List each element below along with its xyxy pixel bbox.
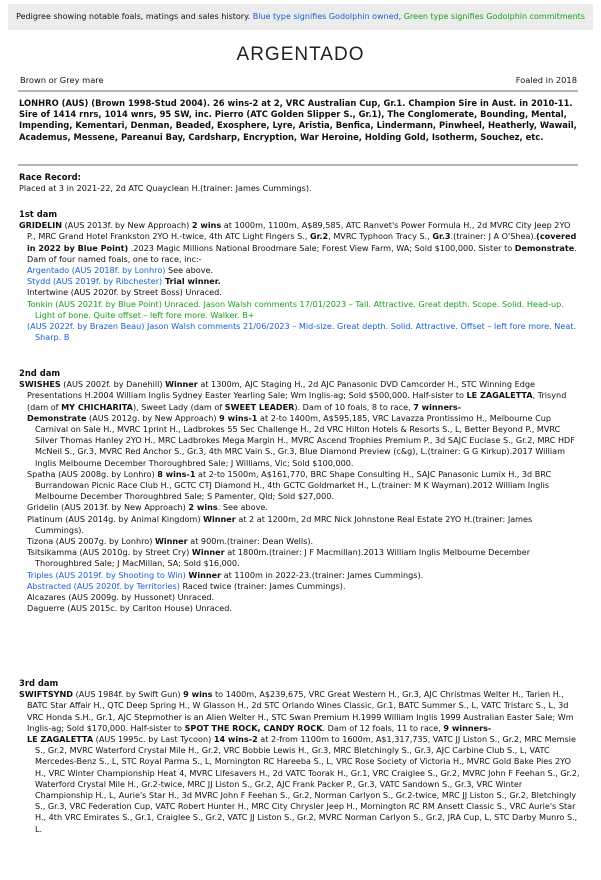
- third-dam-heading: 3rd dam: [19, 678, 59, 688]
- foal-entry: Gridelin (AUS 2013f. by New Approach) 2 wins. See above.: [27, 502, 268, 513]
- sire-paragraph: LONHRO (AUS) (Brown 1998-Stud 2004). 26 wins-2 at 2, VRC Australian Cup, Gr.1. Champion Sire in Aust. in 2010-11. Sire of 1414 rnrs, 1014 wnrs, 95 SW, inc. Pierro (ATC Golden Slipper S., Gr.1), The Conglomerate, Bounding, Mental, Impending, Kementari, Denman, Beaded, Exosphere, Lyre, Aristia, Benfica, Lindermann, Pinwheel, Heatherly, Wawail, Academus, Messene, Pareanui Bay, Cardsharp, Encryption, War Heroine, Holding Gold, Isotherm, Souchez, etc.: [19, 98, 577, 142]
- foal-entry: Tonkin (AUS 2021f. by Blue Point) Unraced. Jason Walsh comments 17/01/2023 – Tall. Attractive. Great depth. Scope. Solid. Head-up. Light of bone. Quite offset – left fore more. Walker. B+: [27, 298, 564, 320]
- foal-entry: (AUS 2022f. by Brazen Beau) Jason Walsh comments 21/06/2023 – Mid-size. Great depth. Solid. Attractive. Offset – left fore more. Neat. Sharp. B: [27, 321, 577, 343]
- legend-blue-note: Blue type signifies Godolphin owned,: [252, 12, 402, 21]
- foal-entry: Alcazares (AUS 2009g. by Hussonet) Unraced.: [27, 592, 215, 603]
- foal-entry: Spatha (AUS 2008g. by Lonhro) 8 wins-1 at 2-to 1500m, A$161,770, BRC Shape Consulting H., SAJC Panasonic Lumix H., 3d BRC Burrandowan Picnic Race Club H., GCTC CTJ Diamond H., 4th GCTC Goldmarket H., L.(trainer: M K Wayman).2012 William Inglis Melbourne December Thoroughbred Sale; S Pamenter, Qld; Sold $27,000.: [27, 468, 552, 502]
- foal-entry: LE ZAGALETTA (AUS 1995c. by Last Tycoon) 14 wins-2 at 2-from 1100m to 1600m, A$1,317,735, VATC JJ Liston S., Gr.2, MRC Memsie S., Gr.2, MVRC Waterford Crystal Mile H., Gr.2, VRC Bobbie Lewis H., Gr.3, MRC Bletchingly S., Gr.3, AJC Carbine Club S., L, VATC Mercedes-Benz S., L, STC Royal Parma S., L, Mornington RC Hareeba S., L, VRC Rose Society of Victoria H., MVRC Gold Bake Pies 2YO H., VRC Winter Championship Heat 4, MVRC Lifesavers H., 2d VATC Toorak H., Gr.1, VRC Craiglee S., Gr.2, MVRC John F Feehan S., Gr.2, Waterford Crystal Mile H., Gr.2-twice, MRC JJ Liston S., Gr.2, AJC Frank Packer P., Gr.3, VATC Sandown S., Gr.3, VRC Winter Championship H., L, Aurie's Star H., 3d MVRC John F Feehan S., Gr.2, Norman Carlyon S., Gr.2-twice, MRC JJ Liston S., Gr.2, Bletchingly S., Gr.3, VRC Federation Cup, VATC Robert Hunter H., MRC City Chrysler Jeep H., Mornington RC RM Ansett Classic S., VRC Aurie's Star H., 4th VRC Emirates S., Gr.1, Craiglee S., Gr.2, VATC JJ Liston S., Gr.2, MVRC Norman Carlyon S., Gr.2, JRA Cup, L, STC Darby Munro S., L.: [27, 734, 580, 834]
- first-dam-section: [19, 209, 581, 343]
- divider-top: [18, 90, 578, 92]
- first-dam-heading: 1st dam: [19, 209, 58, 219]
- second-dam-section: [19, 368, 581, 614]
- foal-entry: Tsitsikamma (AUS 2010g. by Street Cry) Winner at 1800m.(trainer: J F Macmillan).2013 William Inglis Melbourne December Thoroughbred Sale; J MacMillan, SA; Sold $16,000.: [27, 547, 531, 569]
- foal-entry: Daguerre (AUS 2015c. by Carlton House) Unraced.: [27, 603, 232, 614]
- foal-entry: Platinum (AUS 2014g. by Animal Kingdom) Winner at 2 at 1200m, 2d MRC Nick Johnstone Real Estate 2YO H.(trainer: James Cummings).: [27, 513, 533, 535]
- first-dam-entry: GRIDELIN (AUS 2013f. by New Approach) 2 wins at 1000m, 1100m, A$89,585, ATC Ranvet's Power Formula H., 2d MVRC City Jeep 2YO P., MRC Grand Hotel Frankston 2YO H.-twice, 4th ATC Light Fingers S., Gr.2, MVRC Typhoon Tracy S., Gr.3.(trainer: J A O'Shea).(covered in 2022 by Blue Point) .2023 Magic Millions National Broodmare Sale; Forest View Farm, WA; Sold $100,000. Sister to Demonstrate. Dam of four named foals, one to race, inc:-: [19, 220, 577, 264]
- foal-entry: Abstracted (AUS 2020f. by Territories) Raced twice (trainer: James Cummings).: [27, 580, 346, 591]
- second-dam-heading: 2nd dam: [19, 368, 61, 378]
- race-record-text: Placed at 3 in 2021-22, 2d ATC Quayclean H.(trainer: James Cummings).: [19, 183, 312, 194]
- horse-name: ARGENTADO: [236, 44, 365, 65]
- horse-description: Brown or Grey mare: [20, 75, 104, 85]
- foal-entry: Demonstrate (AUS 2012g. by New Approach) 9 wins-1 at 2-to 1400m, A$595,185, VRC Lavazza Prontissimo H., Melbourne Cup Carnival on Sale H., MVRC 1print H., Ladbrokes 55 Sec Challenge H., 2d VRC Hilton Hotels & Resorts S., L, Better Beyond P., MVRC Silver Thomas Hanley 2YO H., MRC Ladbrokes Mega Margin H., MVRC Ascend Trophies Premium P., 3d SAJC Euclase S., Gr.2, MRC HDF McNeil S., Gr.3, MVRC Red Anchor S., Gr.3, 4th MRC Vain S., Gr.3, Blue Diamond Preview (c&g), L.(trainer: G G Kirkup).2017 William Inglis Melbourne December Thoroughbred Sale; J Williams, Vic; Sold $100,000.: [27, 412, 575, 468]
- foal-entry: Intertwine (AUS 2020f. by Street Boss) Unraced.: [27, 287, 222, 298]
- divider-sire: [18, 164, 578, 166]
- race-record-heading: Race Record:: [19, 172, 81, 182]
- foal-entry: Stydd (AUS 2019f. by Ribchester) Trial winner.: [27, 276, 221, 287]
- third-dam-entry: SWIFTSYND (AUS 1984f. by Swift Gun) 9 wins to 1400m, A$239,675, VRC Great Western H., Gr.3, AJC Christmas Welter H., Tarien H., BATC Star Affair H., QTC Deep Spring H., W Glasson H., 2d STC Orlando Wines Classic, Gr.1, BATC Summer S., L, VATC Tristarc S., L, 3d VRC Honda S.H., Gr.1, AJC Stepmother is an Alien Welter H., STC Swan Premium H.1999 William Inglis 1999 Australian Easter Sale; Wm Inglis-ag; Sold $170,000. Half-sister to SPOT THE ROCK, CANDY ROCK. Dam of 12 foals, 11 to race, 9 winners-: [19, 689, 574, 733]
- second-dam-entry: SWISHES (AUS 2002f. by Danehill) Winner at 1300m, AJC Staging H., 2d AJC Panasonic DVD Camcorder H., STC Winning Edge Presentations H.2004 William Inglis Sydney Easter Yearling Sale; Wm Inglis-ag; Sold $500,000. Half-sister to LE ZAGALETTA, Trisynd (dam of MY CHICHARITA), Sweet Lady (dam of SWEET LEADER). Dam of 10 foals, 8 to race, 7 winners-: [19, 379, 567, 412]
- race-record-section: [19, 172, 581, 194]
- foal-entry: Tizona (AUS 2007g. by Lonhro) Winner at 900m.(trainer: Dean Wells).: [27, 536, 314, 547]
- legend-green-note: Green type signifies Godolphin commitments: [403, 12, 585, 21]
- legend-banner: [8, 4, 593, 30]
- third-dam-section: [19, 678, 581, 835]
- legend-lead: Pedigree showing notable foals, matings and sales history.: [16, 12, 251, 21]
- foal-entry: Triples (AUS 2019f. by Shooting to Win) Winner at 1100m in 2022-23.(trainer: James Cummings).: [27, 569, 424, 580]
- foaled-year: Foaled in 2018: [515, 75, 577, 85]
- foal-entry: Argentado (AUS 2018f. by Lonhro) See above.: [27, 265, 214, 276]
